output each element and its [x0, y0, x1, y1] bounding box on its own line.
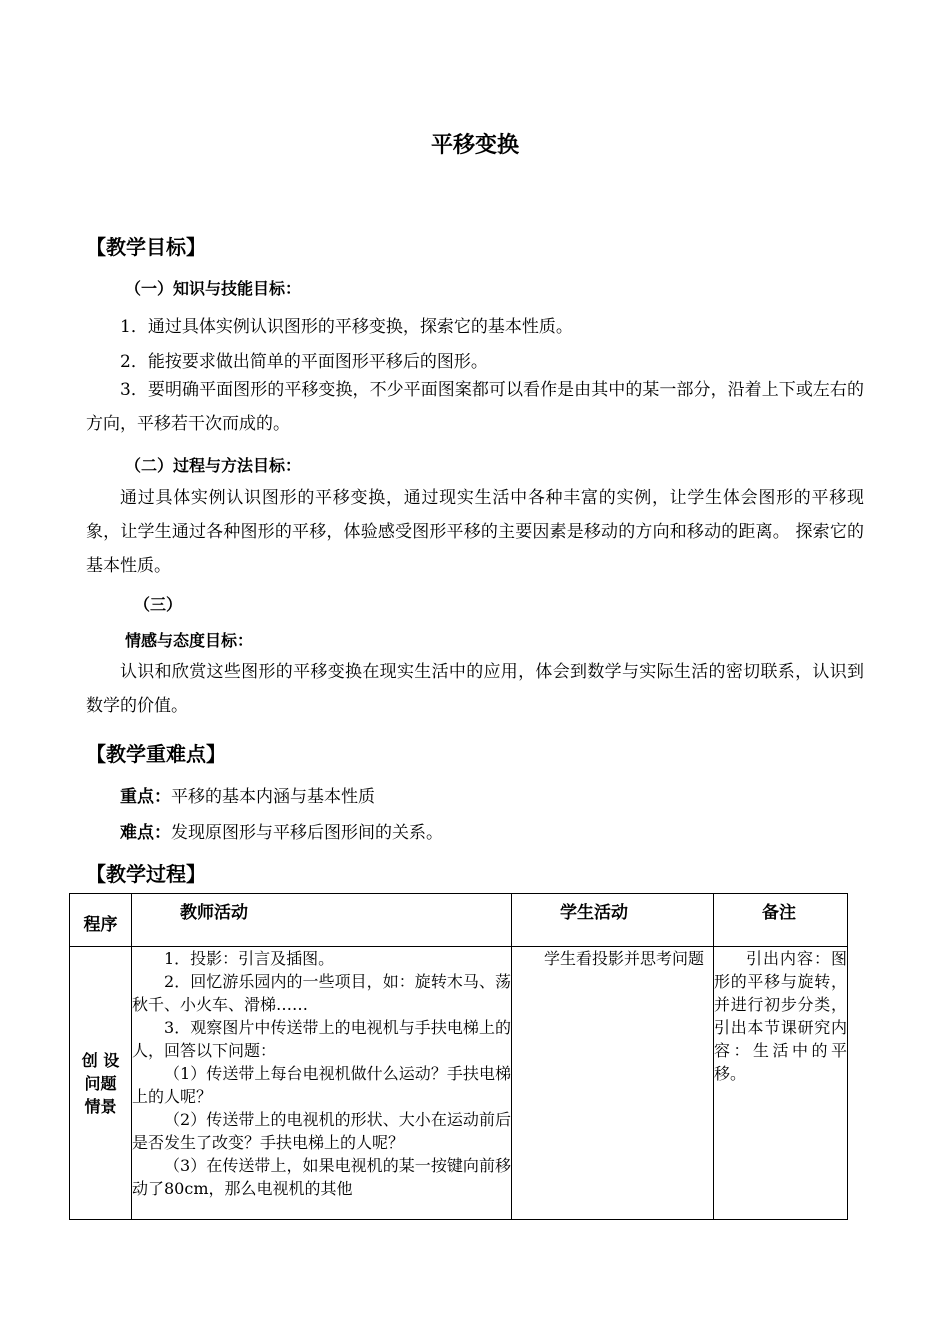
keypoints-heading: 【教学重难点】	[86, 742, 226, 766]
stage-label: 创 设 问题 情景	[81, 1050, 120, 1116]
difficult-label: 难点：	[120, 823, 171, 843]
remark-text: 引出内容：图形的平移与旋转，并进行初步分类，引出本节课研究内容：生活中的平移。	[714, 949, 847, 1083]
knowledge-item-2: 2．能按要求做出简单的平面图形平移后的图形。	[120, 352, 488, 372]
key-point	[120, 782, 375, 807]
knowledge-heading: （一）知识与技能目标：	[125, 279, 302, 298]
table-row	[70, 947, 848, 1220]
header-stage: 程序	[70, 894, 132, 947]
difficult-text: 发现原图形与平移后图形间的关系。	[171, 823, 443, 843]
difficult-point	[120, 818, 443, 843]
teacher-line-4: （1）传送带上每台电视机做什么运动？手扶电梯上的人呢？	[132, 1064, 511, 1106]
stage-cell	[70, 947, 132, 1220]
emotion-heading-b: 情感与态度目标：	[125, 631, 254, 650]
teacher-activity-cell	[132, 947, 512, 1220]
table-header-row	[70, 894, 848, 947]
student-activity-cell	[512, 947, 714, 1220]
knowledge-item-3: 3．要明确平面图形的平移变换，不少平面图案都可以看作是由其中的某一部分，沿着上下或左右的方向，平移若干次而成的。	[86, 380, 864, 434]
emotion-heading-a: （三）	[134, 595, 183, 614]
student-activity: 学生看投影并思考问题	[544, 949, 705, 968]
goals-heading: 【教学目标】	[86, 235, 206, 259]
key-text: 平移的基本内涵与基本性质	[171, 787, 375, 807]
process-section-heading: 【教学过程】	[86, 862, 206, 886]
key-label: 重点：	[120, 787, 171, 807]
emotion-text: 认识和欣赏这些图形的平移变换在现实生活中的应用，体会到数学与实际生活的密切联系，认识到数学的价值。	[86, 662, 864, 716]
knowledge-item-1: 1．通过具体实例认识图形的平移变换，探索它的基本性质。	[120, 317, 573, 337]
process-text: 通过具体实例认识图形的平移变换，通过现实生活中各种丰富的实例，让学生体会图形的平移现象，让学生通过各种图形的平移，体验感受图形平移的主要因素是移动的方向和移动的距离。 探索它的基本性质。	[86, 488, 864, 576]
header-student: 学生活动	[512, 894, 714, 947]
process-heading: （二）过程与方法目标：	[125, 456, 302, 475]
teacher-line-3: 3．观察图片中传送带上的电视机与手扶电梯上的人，回答以下问题：	[132, 1018, 511, 1060]
header-teacher: 教师活动	[132, 894, 512, 947]
teacher-line-5: （2）传送带上的电视机的形状、大小在运动前后是否发生了改变？手扶电梯上的人呢？	[132, 1110, 511, 1152]
teacher-line-1: 1．投影：引言及插图。	[164, 949, 335, 968]
header-remark: 备注	[714, 894, 848, 947]
page-title: 平移变换	[430, 133, 519, 158]
teacher-line-2: 2．回忆游乐园内的一些项目，如：旋转木马、荡秋千、小火车、滑梯……	[132, 972, 511, 1014]
remark-cell	[714, 947, 848, 1220]
process-table	[69, 893, 848, 1220]
teacher-line-6: （3）在传送带上，如果电视机的某一按键向前移动了80cm，那么电视机的其他	[132, 1156, 511, 1198]
